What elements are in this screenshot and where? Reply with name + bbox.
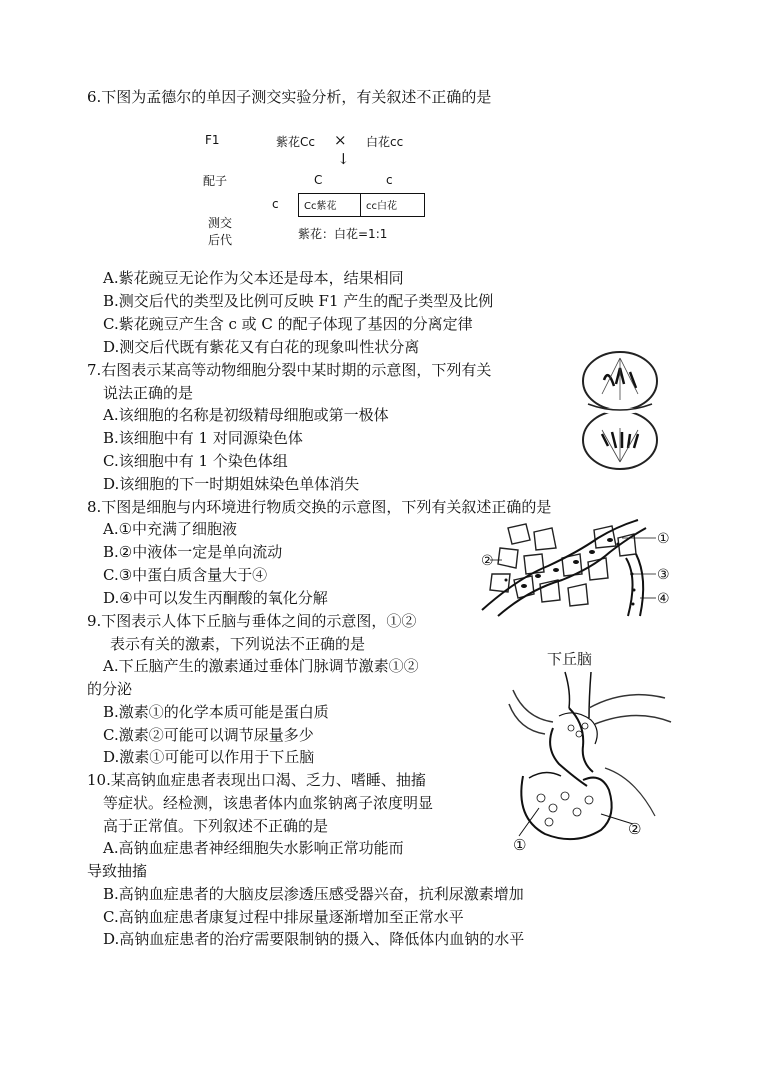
q8-label-1: ① bbox=[657, 531, 670, 547]
gamete-C: C bbox=[314, 173, 323, 187]
gamete-label: 配子 bbox=[203, 174, 228, 188]
q10-stem-3: 高于正常值。下列叙述不正确的是 bbox=[103, 817, 329, 835]
q8-option-a: A.①中充满了细胞液 bbox=[103, 520, 238, 538]
q9-option-c: C.激素②可能可以调节尿量多少 bbox=[103, 726, 314, 744]
q10-option-a-2: 导致抽搐 bbox=[87, 862, 148, 880]
punnett-cell-2: cc白花 bbox=[366, 201, 397, 212]
row-c: c bbox=[272, 197, 279, 211]
q8-label-2: ② bbox=[481, 553, 494, 569]
q9-stem-2: 表示有关的激素，下列说法不正确的是 bbox=[110, 635, 366, 653]
arrow-down-icon: ↓ bbox=[337, 150, 350, 168]
parent-purple: 紫花Cc bbox=[276, 135, 315, 149]
hormone-label-2: ② bbox=[628, 820, 642, 838]
gamete-c: c bbox=[386, 173, 393, 187]
q8-label-4: ④ bbox=[657, 591, 670, 607]
q9-option-d: D.激素①可能可以作用于下丘脑 bbox=[103, 748, 315, 766]
q7-option-b: B.该细胞中有 1 对同源染色体 bbox=[103, 429, 303, 447]
q6-option-c: C.紫花豌豆产生含 c 或 C 的配子体现了基因的分离定律 bbox=[103, 315, 473, 333]
punnett-cell-1: Cc紫花 bbox=[304, 201, 337, 212]
q9-stem-1: 9.下图表示人体下丘脑与垂体之间的示意图，①② bbox=[87, 612, 417, 630]
q8-label-3: ③ bbox=[657, 567, 670, 583]
q10-option-b: B.高钠血症患者的大脑皮层渗透压感受器兴奋，抗利尿激素增加 bbox=[103, 885, 524, 903]
punnett-divider bbox=[360, 193, 361, 217]
q7-stem-1: 7.右图表示某高等动物细胞分裂中某时期的示意图，下列有关 bbox=[87, 361, 492, 379]
cross-symbol: × bbox=[334, 131, 347, 149]
q10-stem-1: 10.某高钠血症患者表现出口渴、乏力、嗜睡、抽搐 bbox=[87, 771, 426, 789]
q10-option-d: D.高钠血症患者的治疗需要限制钠的摄入、降低体内血钠的水平 bbox=[103, 930, 525, 948]
hypothalamus-title: 下丘脑 bbox=[547, 650, 593, 668]
parent-white: 白花cc bbox=[366, 135, 404, 149]
offspring-label-1: 测交 bbox=[208, 216, 233, 230]
q7-stem-2: 说法正确的是 bbox=[103, 384, 194, 402]
q10-option-c: C.高钠血症患者康复过程中排尿量逐渐增加至正常水平 bbox=[103, 908, 464, 926]
f1-label: F1 bbox=[205, 133, 220, 147]
q8-stem: 8.下图是细胞与内环境进行物质交换的示意图，下列有关叙述正确的是 bbox=[87, 498, 552, 516]
q9-option-a-2: 的分泌 bbox=[87, 680, 133, 698]
q9-option-a-1: A.下丘脑产生的激素通过垂体门脉调节激素①② bbox=[103, 657, 419, 675]
q6-stem: 6.下图为孟德尔的单因子测交实验分析，有关叙述不正确的是 bbox=[87, 88, 492, 106]
cell-division-figure bbox=[578, 350, 663, 472]
q7-option-a: A.该细胞的名称是初级精母细胞或第一极体 bbox=[103, 406, 389, 424]
q8-option-b: B.②中液体一定是单向流动 bbox=[103, 543, 283, 561]
q6-option-d: D.测交后代既有紫花又有白花的现象叫性状分离 bbox=[103, 338, 420, 356]
offspring-label-2: 后代 bbox=[208, 233, 233, 247]
hypothalamus-pituitary-figure bbox=[505, 668, 675, 848]
q6-option-a: A.紫花豌豆无论作为父本还是母本，结果相同 bbox=[103, 269, 404, 287]
offspring-ratio: 紫花：白花=1:1 bbox=[298, 227, 388, 241]
q8-option-c: C.③中蛋白质含量大于④ bbox=[103, 566, 268, 584]
q9-option-b: B.激素①的化学本质可能是蛋白质 bbox=[103, 703, 329, 721]
q10-option-a-1: A.高钠血症患者神经细胞失水影响正常功能而 bbox=[103, 839, 404, 857]
q8-option-d: D.④中可以发生丙酮酸的氧化分解 bbox=[103, 589, 328, 607]
q7-option-d: D.该细胞的下一时期姐妹染色单体消失 bbox=[103, 475, 360, 493]
q10-stem-2: 等症状。经检测，该患者体内血浆钠离子浓度明显 bbox=[103, 794, 434, 812]
q6-option-b: B.测交后代的类型及比例可反映 F1 产生的配子类型及比例 bbox=[103, 292, 494, 310]
hormone-label-1: ① bbox=[513, 836, 527, 854]
q7-option-c: C.该细胞中有 1 个染色体组 bbox=[103, 452, 288, 470]
tissue-exchange-figure bbox=[478, 518, 678, 618]
